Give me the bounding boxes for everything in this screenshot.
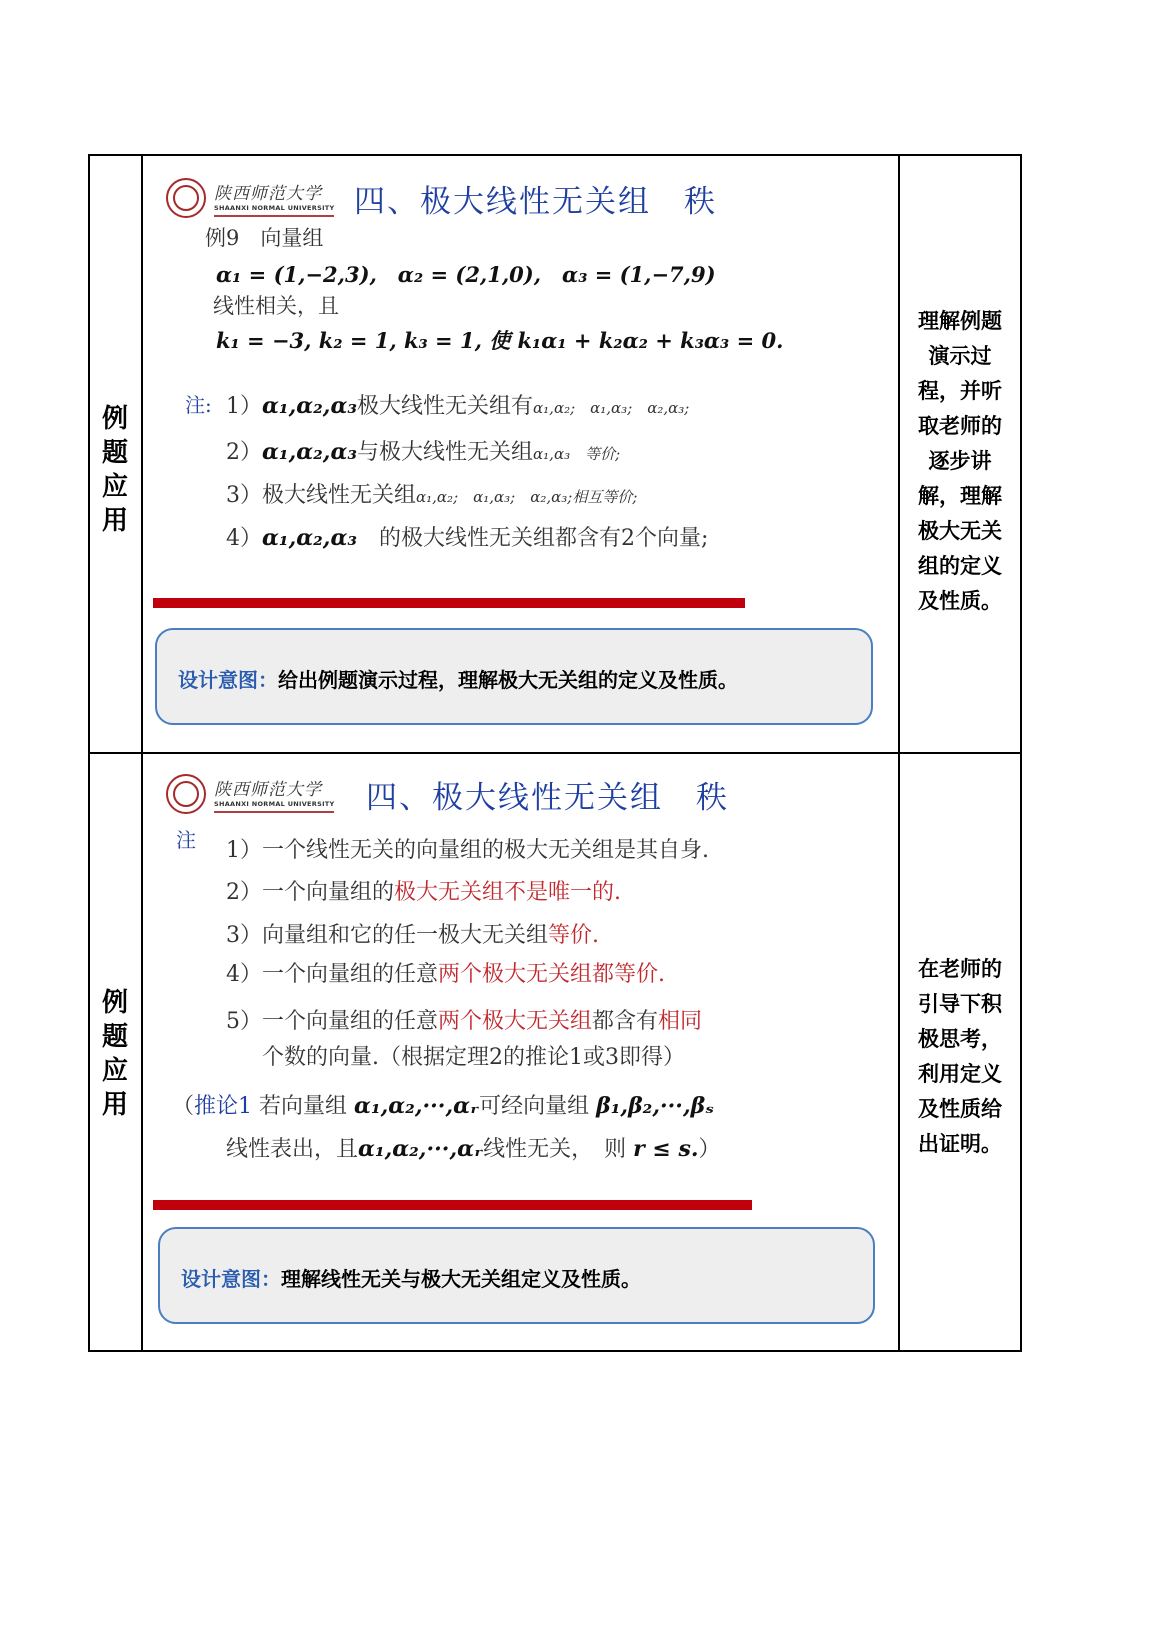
vector-definitions: α₁ = (1,−2,3), α₂ = (2,1,0), α₃ = (1,−7,9) [216,262,716,287]
note-item: 1）α₁,α₂,α₃极大线性无关组有α₁,α₂; α₁,α₃; α₂,α₃; [226,393,690,419]
corollary-line-2: 线性表出，且α₁,α₂,···,αᵣ线性无关， 则 r ≤ s.） [226,1136,721,1162]
row-divider [88,752,1022,754]
design-intent: 设计意图：理解线性无关与极大无关组定义及性质。 [181,1267,641,1291]
learning-activity: 理解例题 演示过 程，并听 取老师的 逐步讲 解，理解 极大无关 组的定义 及性质。 [918,309,1002,613]
divider-bar [153,598,745,608]
divider-bar [153,1200,752,1210]
note-item: 2）一个向量组的极大无关组不是唯一的. [226,880,621,905]
note-label: 注: [185,393,212,417]
university-logo: 陕西师范大学 SHAANXI NORMAL UNIVERSITY [166,176,336,222]
note-label: 注 [176,828,196,852]
slide-title: 四、极大线性无关组 秩 [354,184,717,220]
note-item: 4）一个向量组的任意两个极大无关组都等价. [226,962,665,987]
row-label: 例 题 应 用 [101,404,128,536]
design-intent: 设计意图：给出例题演示过程，理解极大无关组的定义及性质。 [178,668,738,692]
row-label: 例 题 应 用 [101,988,128,1120]
note-item: 2）α₁,α₂,α₃与极大线性无关组α₁,α₃ 等价; [226,439,621,465]
note-item: 1）一个线性无关的向量组的极大无关组是其自身. [226,838,709,863]
corollary-line-1: （推论1 若向量组 α₁,α₂,···,αᵣ可经向量组 β₁,β₂,···,βₛ [172,1093,714,1119]
university-seal-icon [166,774,206,814]
note-item: 3）极大线性无关组α₁,α₂; α₁,α₃; α₂,α₃;相互等价; [226,483,638,508]
dependence-statement: 线性相关，且 [213,294,339,318]
coefficient-equation: k₁ = −3, k₂ = 1, k₃ = 1, 使 k₁α₁ + k₂α₂ + k₃α₃ = 0. [216,328,784,353]
university-seal-icon [166,178,206,218]
note-item: 3）向量组和它的任一极大无关组等价. [226,923,599,948]
slide-title: 四、极大线性无关组 秩 [366,780,729,816]
note-item-continuation: 个数的向量.（根据定理2的推论1或3即得） [262,1045,685,1070]
note-item: 5）一个向量组的任意两个极大无关组都含有相同 [226,1009,703,1034]
university-logo: 陕西师范大学 SHAANXI NORMAL UNIVERSITY [166,772,336,818]
note-item: 4）α₁,α₂,α₃ 的极大线性无关组都含有2个向量; [226,525,709,551]
learning-activity: 在老师的 引导下积 极思考， 利用定义 及性质给 出证明。 [918,957,1002,1156]
example-label: 例9 向量组 [205,226,324,250]
